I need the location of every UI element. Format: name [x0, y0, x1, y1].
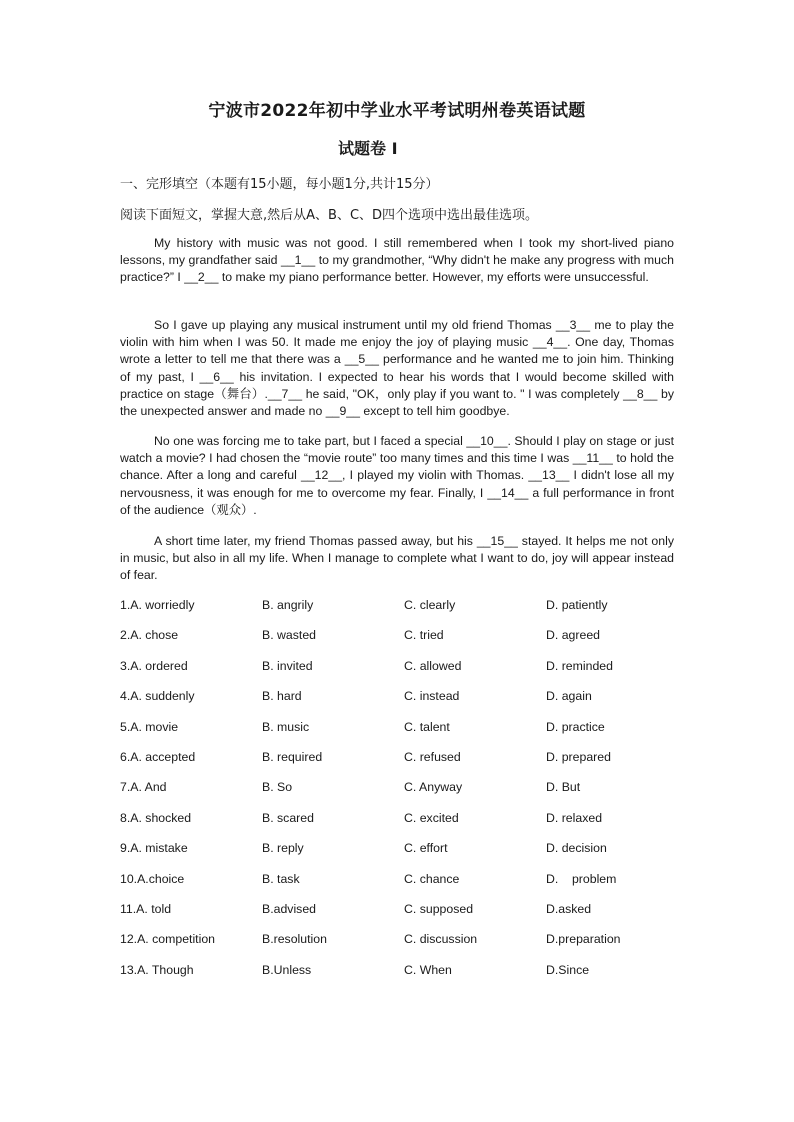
option-c: C. tried — [404, 628, 444, 643]
option-c: C. When — [404, 962, 452, 977]
option-d: D. problem — [546, 871, 617, 886]
option-d: D. again — [546, 689, 592, 704]
option-a: 3.A. ordered — [120, 658, 188, 673]
option-b: B. music — [262, 719, 310, 734]
passage-paragraph-3: No one was forcing me to take part, but I faced a special __10__. Should I play on stage or just watch a movie? I had chosen the “movie route” too many times and this time I was __11__ to hold the chance. After a long and careful __12__, I played my violin with Thomas. __13__ I didn't lose all my nervousness, it was enough for me to overcome my fear. Finally, I __14__ a full performance in front of the audience（观众）. — [120, 434, 674, 517]
option-d: D. patiently — [546, 598, 608, 612]
option-a: 1.A. worriedly — [120, 598, 195, 612]
option-a: 2.A. chose — [120, 628, 179, 643]
option-row — [120, 841, 680, 871]
option-c: C. excited — [404, 810, 459, 825]
option-c: C. Anyway — [404, 780, 463, 795]
passage-paragraph-2: So I gave up playing any musical instrument until my old friend Thomas __3__ me to play the violin with him when I was 50. It made me enjoy the joy of playing music __4__. One day, Thomas wrote a letter to tell me that there was a __5__ performance and he wanted me to join him. Thinking of my past, I __6__ his invitation. I expected to hear his words that I would become skilled with practice on stage（舞台）.__7__ he said, "OK，only play if you want to. " I was completely __8__ by the unexpected answer and made no __9__ except to tell him goodbye. — [120, 318, 674, 419]
option-d: D.Since — [546, 962, 590, 977]
option-b: B. angrily — [262, 598, 314, 612]
option-b: B.advised — [262, 901, 317, 916]
option-row — [120, 659, 680, 689]
option-c: C. allowed — [404, 658, 462, 673]
option-a: 13.A. Though — [120, 962, 194, 977]
option-a: 6.A. accepted — [120, 749, 196, 764]
option-d: D.asked — [546, 901, 592, 916]
option-c: C. instead — [404, 689, 460, 704]
option-b: B. hard — [262, 689, 302, 704]
option-b: B.Unless — [262, 962, 312, 977]
option-row — [120, 689, 680, 719]
option-b: B. task — [262, 871, 300, 886]
option-c: C. supposed — [404, 901, 474, 916]
option-row — [120, 932, 680, 962]
option-a: 4.A. suddenly — [120, 689, 195, 704]
option-a: 10.A.choice — [120, 871, 185, 886]
option-row — [120, 750, 680, 780]
option-row — [120, 628, 680, 658]
option-d: D. prepared — [546, 749, 611, 764]
option-b: B. invited — [262, 658, 313, 673]
option-d: D. reminded — [546, 658, 613, 673]
passage-paragraph-1: My history with music was not good. I still remembered when I took my short-lived piano lessons, my grandfather said __1__ to my grandmother, “Why didn't he make any progress with much practice?” I __2__ to make my piano performance better. However, my efforts were unsuccessful. — [120, 236, 674, 285]
option-b: B.resolution — [262, 932, 327, 947]
option-d: D. agreed — [546, 628, 601, 643]
option-row — [120, 902, 680, 932]
option-d: D.preparation — [546, 932, 621, 947]
option-row — [120, 598, 680, 628]
exam-title: 宁波市2022年初中学业水平考试明州卷英语试题 — [208, 101, 586, 121]
option-c: C. talent — [404, 719, 450, 734]
option-b: B. wasted — [262, 628, 316, 643]
option-a: 11.A. told — [120, 901, 172, 916]
option-a: 5.A. movie — [120, 719, 179, 734]
option-d: D. decision — [546, 841, 607, 856]
option-row — [120, 811, 680, 841]
exam-subtitle: 试题卷 Ⅰ — [338, 139, 398, 158]
option-row — [120, 780, 680, 810]
option-d: D. relaxed — [546, 810, 603, 825]
option-d: D. practice — [546, 719, 605, 734]
option-b: B. So — [262, 780, 293, 795]
option-a: 9.A. mistake — [120, 841, 188, 856]
option-row — [120, 872, 680, 902]
section-heading: 一、完形填空（本题有15小题，每小题1分,共计15分） — [120, 177, 439, 192]
option-d: D. But — [546, 780, 581, 795]
option-a: 8.A. shocked — [120, 810, 192, 825]
option-c: C. clearly — [404, 598, 456, 612]
option-c: C. refused — [404, 749, 461, 764]
section-instruction: 阅读下面短文，掌握大意,然后从A、B、C、D四个选项中选出最佳选项。 — [120, 208, 539, 223]
option-c: C. chance — [404, 871, 460, 886]
option-row — [120, 963, 680, 993]
option-c: C. discussion — [404, 932, 478, 947]
passage-paragraph-4: A short time later, my friend Thomas passed away, but his __15__ stayed. It helps me not only in music, but also in all my life. When I manage to complete what I want to do, joy will appear instead of fear. — [120, 534, 674, 583]
option-row — [120, 720, 680, 750]
option-b: B. scared — [262, 810, 314, 825]
option-c: C. effort — [404, 841, 448, 856]
option-a: 12.A. competition — [120, 932, 216, 947]
option-b: B. required — [262, 749, 323, 764]
option-b: B. reply — [262, 841, 304, 856]
option-a: 7.A. And — [120, 780, 167, 795]
options-list — [120, 598, 680, 993]
